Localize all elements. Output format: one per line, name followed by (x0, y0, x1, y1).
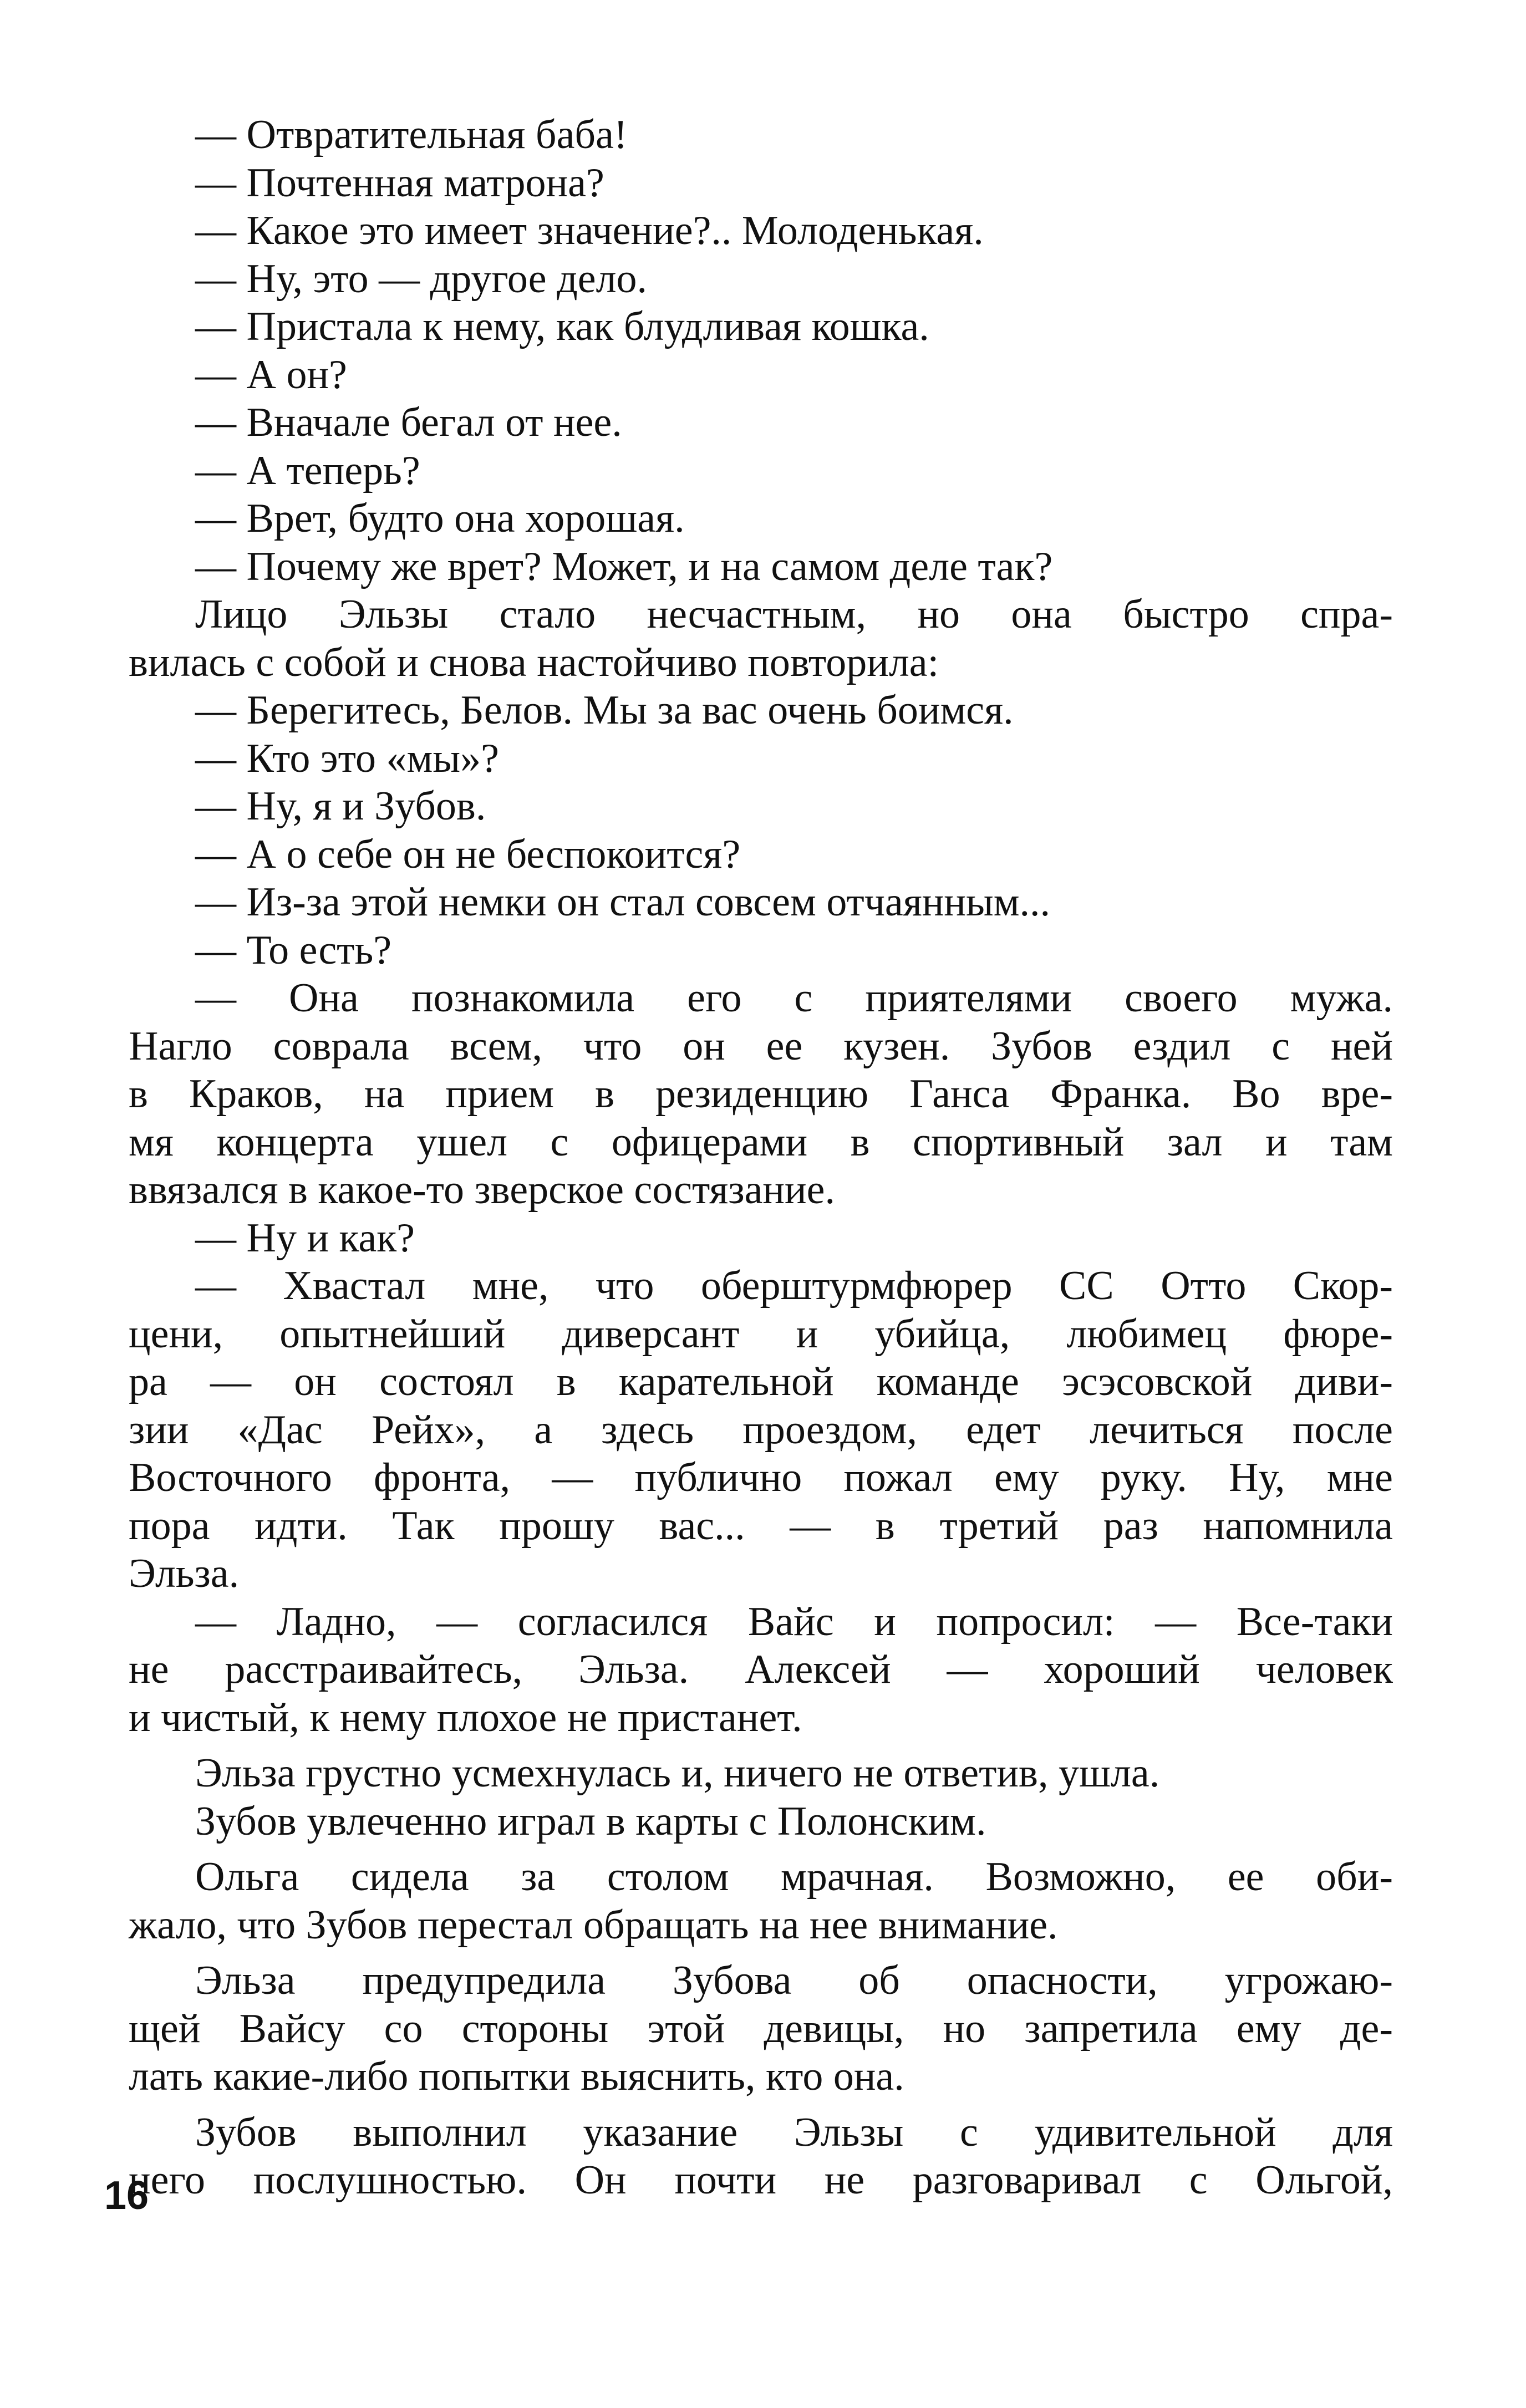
text-line: мя концерта ушел с офицерами в спортивный зал и там (129, 1119, 1393, 1165)
text-line: — Пристала к нему, как блудливая кошка. (195, 304, 929, 349)
text-line: Эльза грустно усмехнулась и, ничего не ответив, ушла. (195, 1750, 1160, 1796)
text-line: лать какие-либо попытки выяснить, кто она. (129, 2054, 904, 2099)
text-line: Нагло соврала всем, что он ее кузен. Зубов ездил с ней (129, 1023, 1393, 1069)
text-line: и чистый, к нему плохое не пристанет. (129, 1694, 802, 1740)
text-line: — Ладно, — согласился Вайс и попросил: — Все-таки (195, 1598, 1393, 1645)
text-line: — Почему же врет? Может, и на самом деле так? (195, 543, 1053, 589)
text-line: Зубов выполнил указание Эльзы с удивительной для (195, 2109, 1393, 2155)
text-line: Ольга сидела за столом мрачная. Возможно, ее оби- (195, 1854, 1393, 1900)
text-line: цени, опытнейший диверсант и убийца, любимец фюре- (129, 1311, 1393, 1357)
text-line: — Почтенная матрона? (195, 160, 604, 206)
text-line: — Вначале бегал от нее. (195, 400, 622, 445)
text-line: Лицо Эльзы стало несчастным, но она быстро спра- (195, 592, 1393, 637)
text-line: Эльза предупредила Зубова об опасности, угрожаю- (195, 1958, 1393, 2003)
text-line: Зубов увлеченно играл в карты с Полонским. (195, 1798, 986, 1844)
text-line: вилась с собой и снова настойчиво повторила: (129, 639, 939, 685)
text-line: — Ну, это — другое дело. (195, 256, 648, 302)
text-line: не расстраивайтесь, Эльза. Алексей — хороший человек (129, 1647, 1393, 1692)
text-line: в Краков, на прием в резиденцию Ганса Франка. Во вре- (129, 1071, 1393, 1117)
text-line: — То есть? (195, 927, 392, 973)
text-line: — Ну и как? (195, 1215, 415, 1261)
page-number: 16 (104, 2173, 149, 2218)
text-line: щей Вайсу со стороны этой девицы, но запретила ему де- (129, 2005, 1393, 2051)
body-text (129, 111, 1393, 2205)
text-line: ра — он состоял в карательной команде эсэсовской диви- (129, 1359, 1393, 1404)
text-line: Восточного фронта, — публично пожал ему руку. Ну, мне (129, 1455, 1393, 1500)
text-line: — Врет, будто она хорошая. (195, 496, 685, 541)
text-line: — А он? (195, 352, 347, 398)
text-line: — Отвратительная баба! (195, 112, 628, 157)
text-line: — Из-за этой немки он стал совсем отчаянным... (195, 879, 1051, 925)
text-line: — Какое это имеет значение?.. Молоденькая. (195, 208, 984, 253)
text-line: — Кто это «мы»? (195, 735, 499, 781)
text-line: него послушностью. Он почти не разговаривал с Ольгой, (129, 2157, 1393, 2203)
text-line: — Ну, я и Зубов. (195, 783, 486, 829)
text-line: — Хвастал мне, что оберштурмфюрер СС Отто Скор- (195, 1263, 1393, 1309)
text-line: жало, что Зубов перестал обращать на нее внимание. (129, 1902, 1058, 1948)
text-line: пора идти. Так прошу вас... — в третий раз напомнила (129, 1503, 1393, 1549)
text-line: — Берегитесь, Белов. Мы за вас очень боимся. (195, 688, 1014, 733)
text-line: — А о себе он не беспокоится? (195, 831, 741, 877)
text-line: — А теперь? (195, 447, 420, 493)
text-line: зии «Дас Рейх», а здесь проездом, едет лечиться после (129, 1407, 1393, 1453)
text-line: Эльза. (129, 1551, 240, 1596)
text-line: — Она познакомила его с приятелями своего мужа. (195, 975, 1393, 1021)
text-line: ввязался в какое-то зверское состязание. (129, 1167, 835, 1213)
